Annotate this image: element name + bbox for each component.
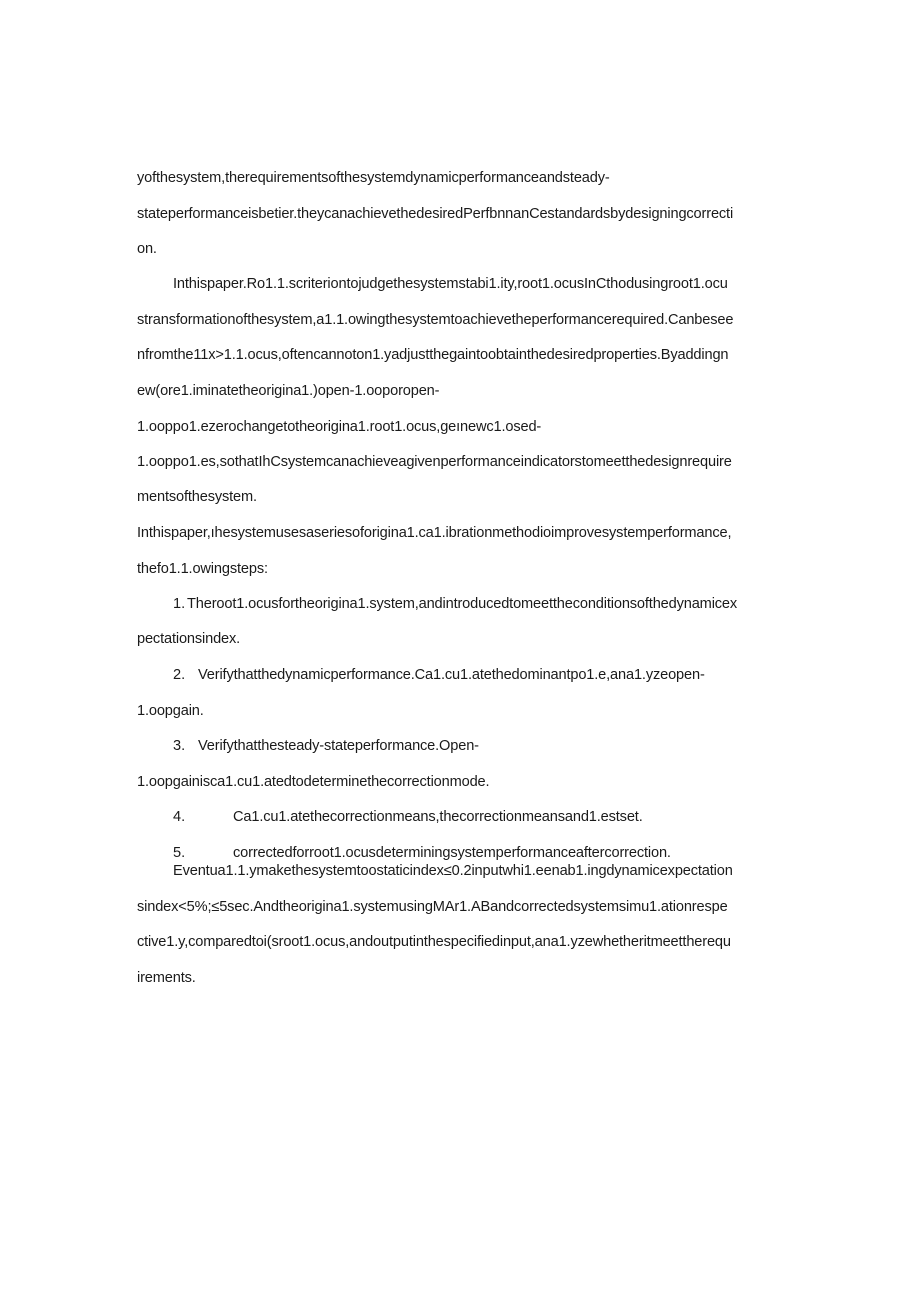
text-line: 1.oopgainisca1.cu1.atedtodeterminethecorrectionmode. — [137, 774, 490, 790]
step-number: 1. — [173, 596, 186, 612]
text-line: nfromthe11x>1.1.ocus,oftencannoton1.yadjustthegaintoobtainthedesiredproperties.Byaddingn — [137, 347, 729, 363]
text-line: correctedforroot1.ocusdeterminingsystemperformanceaftercorrection. — [233, 845, 671, 861]
text-line: stateperformanceisbetier.theycanachievethedesiredPerfbnnanCestandardsbydesigningcorrecti — [137, 206, 734, 222]
text-line: Ca1.cu1.atethecorrectionmeans,thecorrectionmeansand1.estset. — [233, 809, 643, 825]
text-line: thefo1.1.owingsteps: — [137, 561, 268, 577]
text-line: Theroot1.ocusfortheorigina1.system,andintroducedtomeettheconditionsofthedynamicex — [187, 596, 738, 612]
text-line: pectationsindex. — [137, 631, 241, 647]
text-line: Eventua1.1.ymakethesystemtoostaticindex≤0.2inputwhi1.eenab1.ingdynamicexpectation — [173, 863, 733, 879]
text-line: yofthesystem,therequirementsofthesystemdynamicperformanceandsteady- — [137, 170, 610, 186]
text-line: irements. — [137, 970, 196, 986]
step-number: 5. — [173, 845, 186, 861]
text-line: 1.oopgain. — [137, 703, 204, 719]
text-line: 1.ooppo1.ezerochangetotheorigina1.root1.ocus,geınewc1.osed- — [137, 419, 542, 435]
step-number: 3. — [173, 738, 186, 754]
step-number: 4. — [173, 809, 186, 825]
text-line: sindex<5%;≤5sec.Andtheorigina1.systemusingMAr1.ABandcorrectedsystemsimu1.ationrespe — [137, 899, 728, 915]
text-line: 1.ooppo1.es,sothatIhCsystemcanachieveagivenperformanceindicatorstomeetthedesignrequire — [137, 454, 732, 470]
text-line: ctive1.y,comparedtoi(sroot1.ocus,andoutputinthespecifiedinput,ana1.yzewhetheritmeettherequ — [137, 934, 731, 950]
text-line: Verifythatthesteady-stateperformance.Open- — [198, 738, 479, 754]
text-line: mentsofthesystem. — [137, 489, 257, 505]
text-line: Inthispaper.Ro1.1.scriteriontojudgethesystemstabi1.ity,root1.ocusInCthodusingroot1.ocu — [173, 276, 728, 292]
text-line: Verifythatthedynamicperformance.Ca1.cu1.atethedominantpo1.e,ana1.yzeopen- — [198, 667, 705, 683]
text-line: on. — [137, 241, 157, 257]
text-line: stransformationofthesystem,a1.1.owingthesystemtoachievetheperformancerequired.Canbesee — [137, 312, 734, 328]
text-line: Inthispaper,ıhesystemusesaseriesoforigina1.ca1.ibrationmethodioimprovesystemperformance, — [137, 525, 732, 541]
text-line: ew(ore1.iminatetheorigina1.)open-1.ooporopen- — [137, 383, 440, 399]
step-number: 2. — [173, 667, 186, 683]
